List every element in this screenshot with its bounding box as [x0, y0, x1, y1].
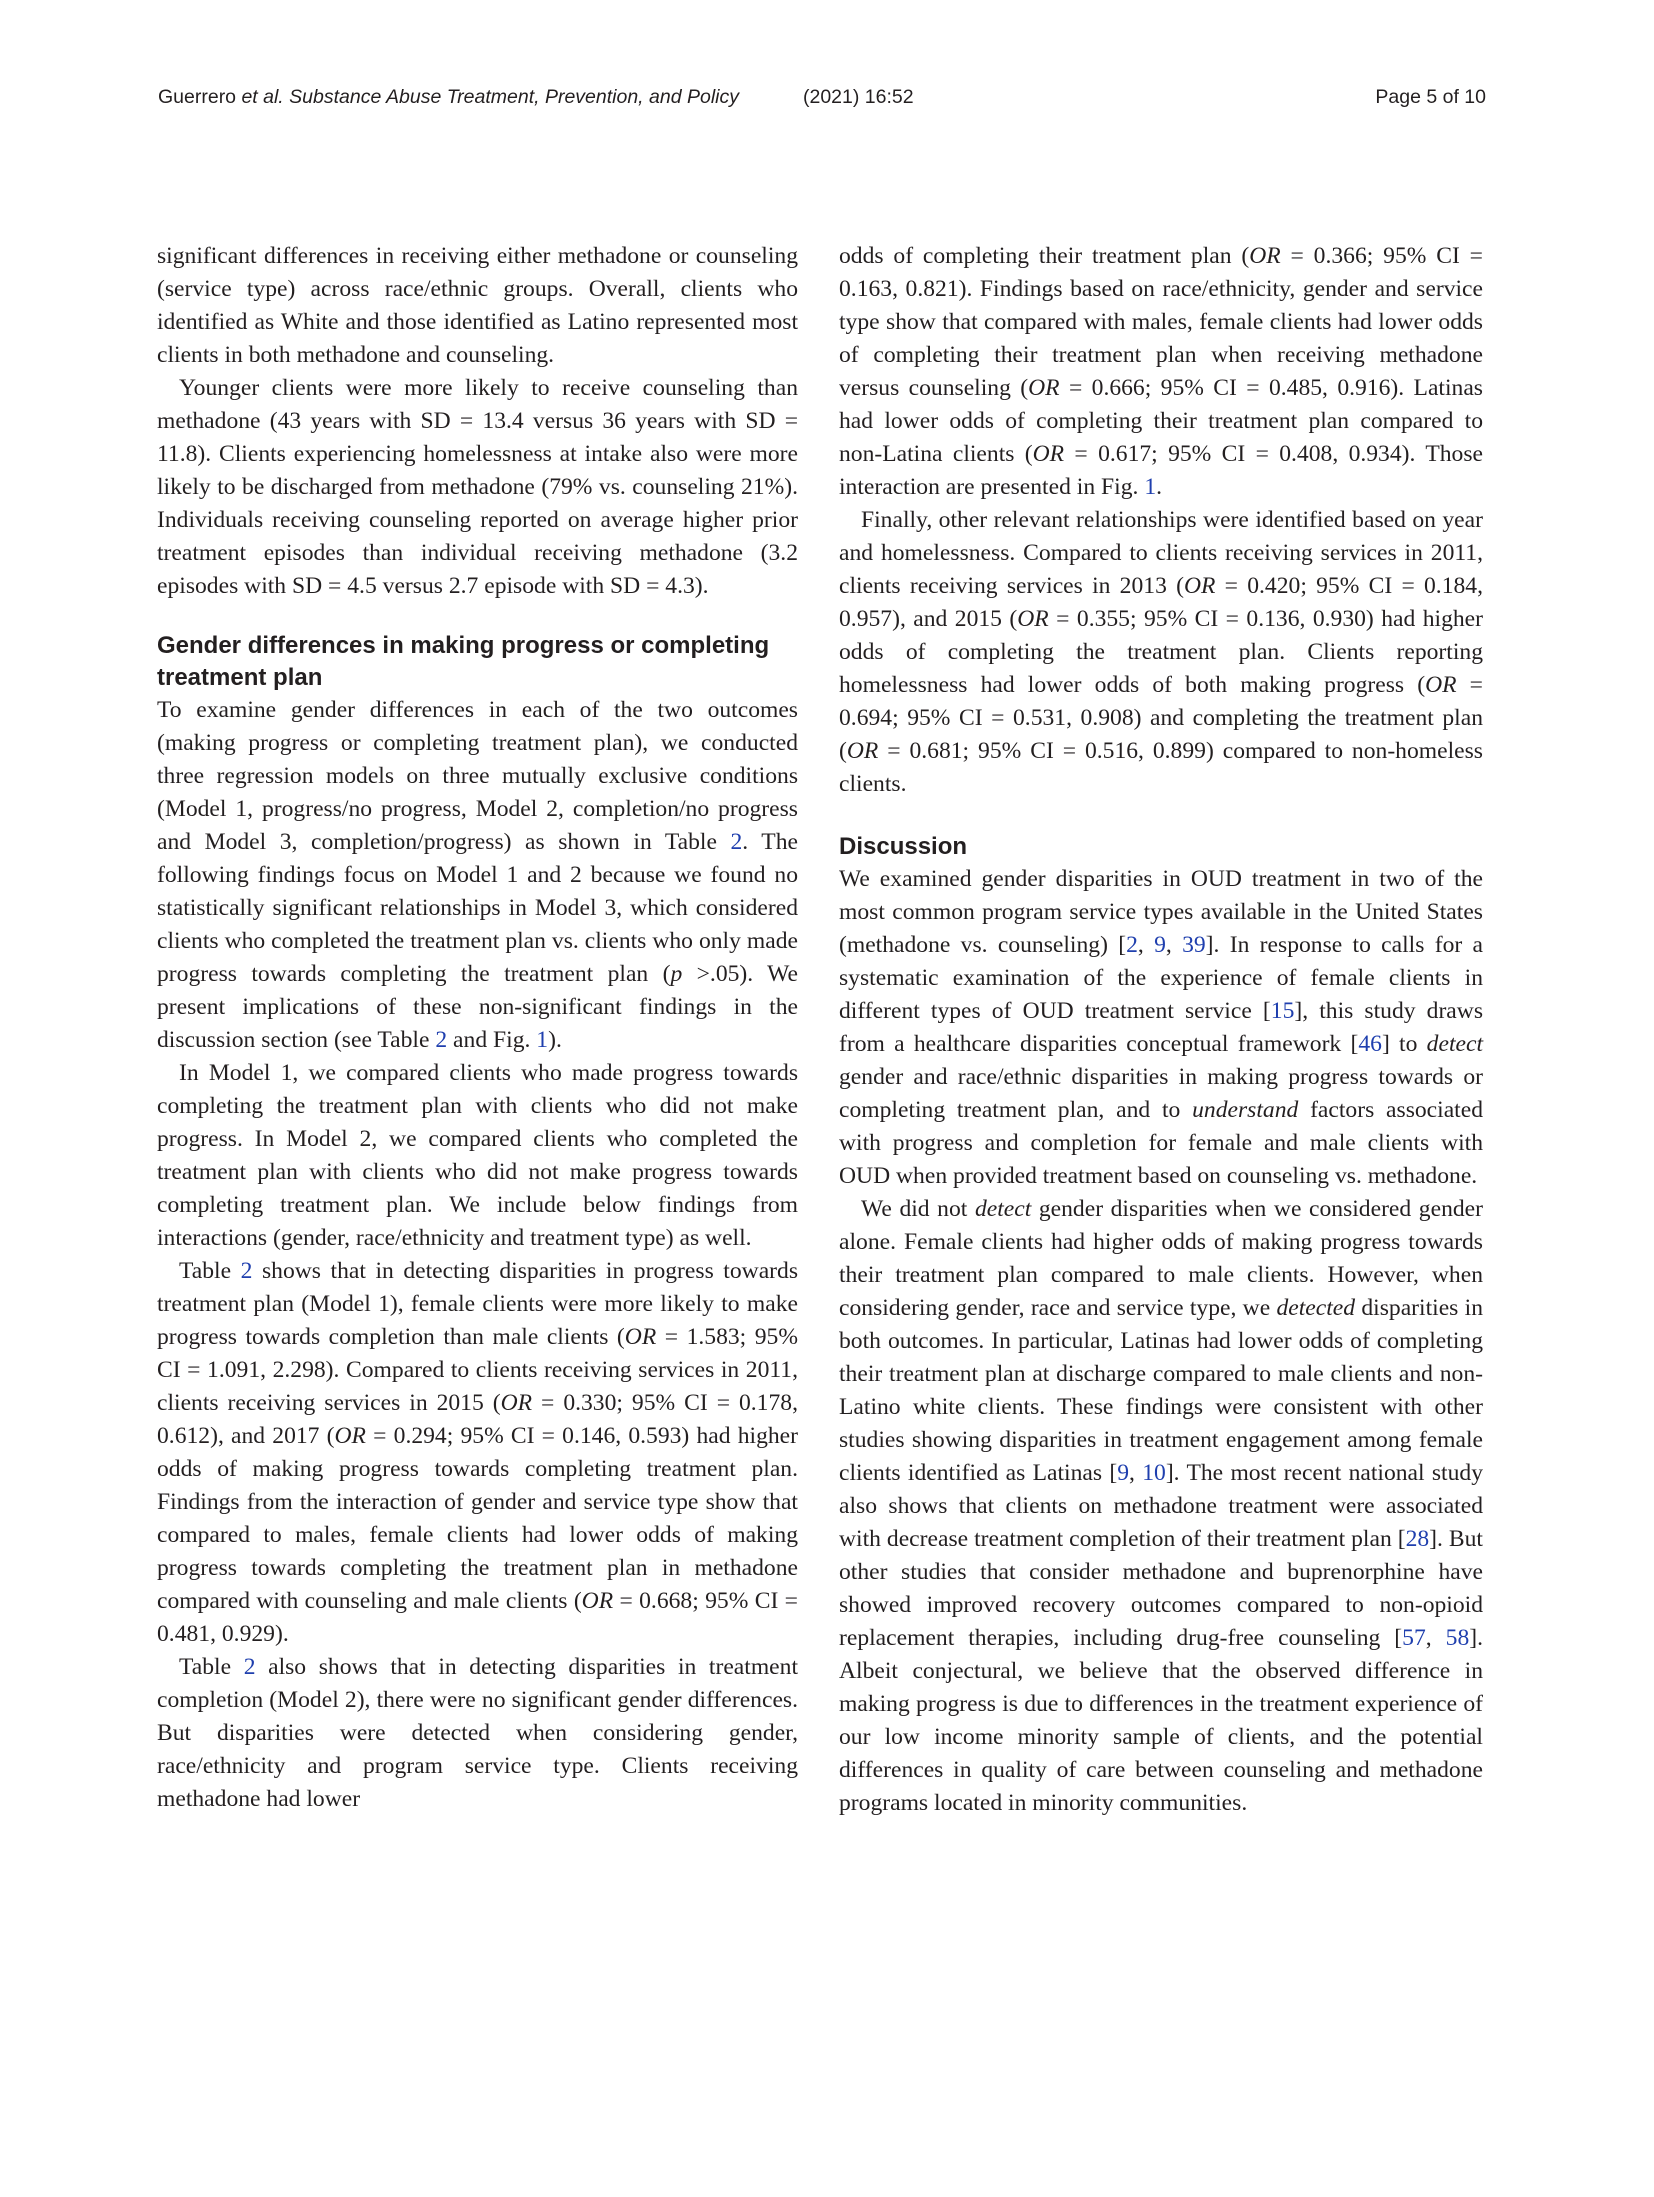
table-link[interactable]: 2 [243, 1654, 256, 1680]
table-link[interactable]: 2 [240, 1258, 253, 1284]
reference-link[interactable]: 2 [1126, 932, 1138, 958]
header-citation: (2021) 16:52 [803, 86, 914, 108]
paragraph: In Model 1, we compared clients who made progress towards completing the treatment plan with clients who did not make progress. In Model 2, we compared clients who completed the treatment plan with clients who did not make progress towards completing treatment plan. We include below findings from interactions (gender, race/ethnicity and treatment type) as well. [157, 1060, 798, 1251]
paragraph: Finally, other relevant relationships were identified based on year and homelessness. Compared to clients receiving services in 2011, clients receiving services in 2013 (OR = 0.420; 95% CI = 0.184, 0.957), and 2015 (OR = 0.355; 95% CI = 0.136, 0.930) had higher odds of completing the treatment plan. Clients reporting homelessness had lower odds of both making progress (OR = 0.694; 95% CI = 0.531, 0.908) and completing the treatment plan (OR = 0.681; 95% CI = 0.516, 0.899) compared to non-homeless clients. [839, 507, 1483, 797]
header-journal: Guerrero et al. Substance Abuse Treatment, Prevention, and Policy [158, 86, 739, 108]
running-header [158, 86, 1486, 112]
paragraph: significant differences in receiving either methadone or counseling (service type) across race/ethnic groups. Overall, clients who identified as White and those identified as Latino represented most clients in both methadone and counseling. [157, 243, 798, 368]
reference-link[interactable]: 39 [1182, 932, 1206, 958]
section-heading: Discussion [839, 833, 968, 860]
right-column [839, 240, 1483, 1820]
paragraph: Younger clients were more likely to receive counseling than methadone (43 years with SD = 13.4 versus 36 years with SD = 11.8). Clients experiencing homelessness at intake also were more likely to be discharged from methadone (79% vs. counseling 21%). Individuals receiving counseling reported on average higher prior treatment episodes than individual receiving methadone (3.2 episodes with SD = 4.5 versus 2.7 episode with SD = 4.3). [157, 375, 798, 599]
figure-link[interactable]: 1 [536, 1027, 549, 1053]
reference-link[interactable]: 9 [1117, 1460, 1129, 1486]
table-link[interactable]: 2 [730, 829, 743, 855]
reference-link[interactable]: 9 [1154, 932, 1166, 958]
paragraph: We did not detect gender disparities when we considered gender alone. Female clients had higher odds of making progress towards their treatment plan compared to male clients. However, when considering gender, race and service type, we detected disparities in both outcomes. In particular, Latinas had lower odds of completing their treatment plan at discharge compared to male clients and non-Latino white clients. These findings were consistent with other studies showing disparities in treatment engagement among female clients identified as Latinas [9, 10]. The most recent national study also shows that clients on methadone treatment were associated with decrease treatment completion of their treatment plan [28]. But other studies that consider methadone and buprenorphine have showed improved recovery outcomes compared to non-opioid replacement therapies, including drug-free counseling [57, 58]. Albeit conjectural, we believe that the observed difference in making progress is due to differences in the treatment experience of our low income minority sample of clients, and the potential differences in quality of care between counseling and methadone programs located in minority communities. [839, 1196, 1484, 1816]
paragraph: Table 2 also shows that in detecting disparities in treatment completion (Model 2), there were no significant gender differences. But disparities were detected when considering gender, race/ethnicity and program service type. Clients receiving methadone had lower [157, 1654, 799, 1812]
page-number: Page 5 of 10 [1375, 86, 1486, 108]
section-heading: Gender differences in making progress or completing treatment plan [157, 632, 770, 691]
paragraph: odds of completing their treatment plan (OR = 0.366; 95% CI = 0.163, 0.821). Findings based on race/ethnicity, gender and service type show that compared with males, female clients had lower odds of completing their treatment plan when receiving methadone versus counseling (OR = 0.666; 95% CI = 0.485, 0.916). Latinas had lower odds of completing their treatment plan compared to non-Latina clients (OR = 0.617; 95% CI = 0.408, 0.934). Those interaction are presented in Fig. 1. [839, 243, 1483, 500]
paragraph: Table 2 shows that in detecting disparities in progress towards treatment plan (Model 1), female clients were more likely to make progress towards completion than male clients (OR = 1.583; 95% CI = 1.091, 2.298). Compared to clients receiving services in 2011, clients receiving services in 2015 (OR = 0.330; 95% CI = 0.178, 0.612), and 2017 (OR = 0.294; 95% CI = 0.146, 0.593) had higher odds of making progress towards completing treatment plan. Findings from the interaction of gender and service type show that compared to males, female clients had lower odds of making progress towards completing the treatment plan in methadone compared with counseling and male clients (OR = 0.668; 95% CI = 0.481, 0.929). [157, 1258, 798, 1647]
figure-link[interactable]: 1 [1144, 474, 1157, 500]
reference-link[interactable]: 28 [1405, 1526, 1430, 1552]
reference-link[interactable]: 15 [1270, 998, 1295, 1024]
paragraph: To examine gender differences in each of the two outcomes (making progress or completing treatment plan), we conducted three regression models on three mutually exclusive conditions (Model 1, progress/no progress, Model 2, completion/no progress and Model 3, completion/progress) as shown in Table 2. The following findings focus on Model 1 and 2 because we found no statistically significant relationships in Model 3, which considered clients who completed the treatment plan vs. clients who only made progress towards completing the treatment plan (p >.05). We present implications of these non-significant findings in the discussion section (see Table 2 and Fig. 1). [157, 697, 798, 1053]
reference-link[interactable]: 10 [1142, 1460, 1166, 1486]
paragraph: We examined gender disparities in OUD treatment in two of the most common program service types available in the United States (methadone vs. counseling) [2, 9, 39]. In response to calls for a systematic examination of the experience of female clients in different types of OUD treatment service [15], this study draws from a healthcare disparities conceptual framework [46] to detect gender and race/ethnic disparities in making progress towards or completing treatment plan, and to understand factors associated with progress and completion for female and male clients with OUD when provided treatment based on counseling vs. methadone. [839, 866, 1484, 1189]
left-column [157, 240, 798, 1816]
reference-link[interactable]: 46 [1358, 1031, 1382, 1057]
table-link[interactable]: 2 [435, 1027, 448, 1053]
reference-link[interactable]: 58 [1445, 1625, 1470, 1651]
reference-link[interactable]: 57 [1402, 1625, 1426, 1651]
